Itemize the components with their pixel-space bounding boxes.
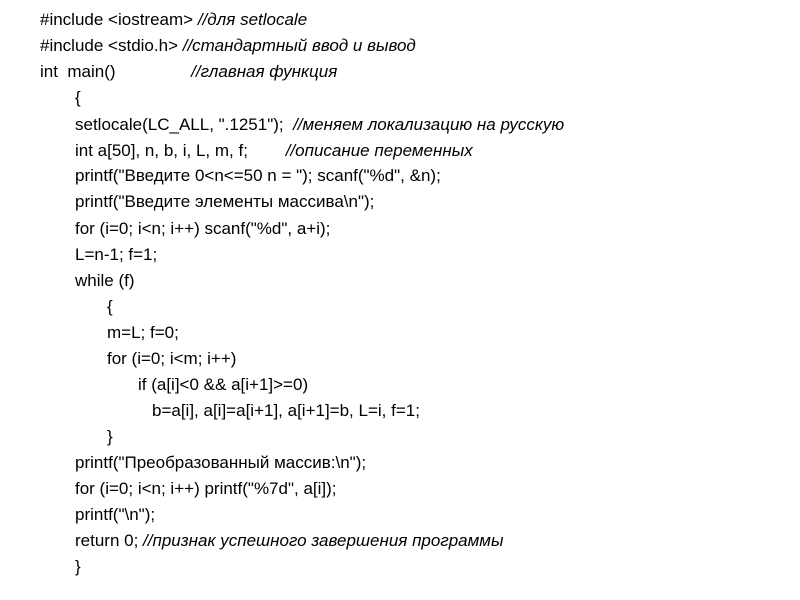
code-comment: //описание переменных — [285, 141, 473, 160]
code-text: int main() — [40, 62, 192, 81]
code-comment: //стандартный ввод и вывод — [182, 36, 416, 55]
code-text: for (i=0; i<n; i++) printf("%7d", a[i]); — [75, 479, 337, 498]
code-line — [40, 59, 337, 85]
code-text: for (i=0; i<m; i++) — [107, 349, 237, 368]
code-line — [75, 268, 135, 294]
code-text: #include <stdio.h> — [40, 36, 183, 55]
code-text: return 0; — [75, 531, 144, 550]
code-line — [75, 528, 503, 554]
code-line — [107, 424, 113, 450]
code-text: printf("Введите 0<n<=50 n = "); scanf("%d", &n); — [75, 166, 441, 185]
code-text: b=a[i], a[i]=a[i+1], a[i+1]=b, L=i, f=1; — [152, 401, 420, 420]
code-comment: //для setlocale — [197, 10, 308, 29]
code-line — [75, 189, 374, 215]
code-text: printf("\n"); — [75, 505, 156, 524]
code-text: m=L; f=0; — [107, 323, 179, 342]
code-text: { — [75, 88, 81, 107]
code-line — [75, 138, 473, 164]
code-line — [40, 7, 307, 33]
code-line — [107, 346, 236, 372]
code-line — [75, 450, 366, 476]
code-text: } — [107, 427, 113, 446]
code-text: #include <iostream> — [40, 10, 198, 29]
code-line — [75, 242, 157, 268]
code-line — [75, 85, 81, 111]
code-comment: //главная функция — [191, 62, 338, 81]
code-text: if (a[i]<0 && a[i+1]>=0) — [138, 375, 309, 394]
code-line — [75, 216, 330, 242]
code-text: printf("Преобразованный массив:\n"); — [75, 453, 367, 472]
code-line — [75, 554, 81, 580]
code-line — [75, 163, 441, 189]
code-line — [107, 320, 179, 346]
code-line — [75, 112, 564, 138]
code-line — [107, 294, 113, 320]
code-text: for (i=0; i<n; i++) scanf("%d", a+i); — [75, 219, 331, 238]
code-text: L=n-1; f=1; — [75, 245, 158, 264]
code-text: printf("Введите элементы массива\n"); — [75, 192, 375, 211]
code-line — [152, 398, 420, 424]
code-text: int a[50], n, b, i, L, m, f; — [75, 141, 286, 160]
code-line — [75, 476, 337, 502]
code-line — [75, 502, 155, 528]
code-text: { — [107, 297, 113, 316]
code-line — [40, 33, 416, 59]
code-comment: //меняем локализацию на русскую — [293, 115, 565, 134]
code-line — [138, 372, 308, 398]
code-comment: //признак успешного завершения программы — [143, 531, 504, 550]
code-text: } — [75, 557, 81, 576]
code-text: while (f) — [75, 271, 135, 290]
code-text: setlocale(LC_ALL, ".1251"); — [75, 115, 294, 134]
